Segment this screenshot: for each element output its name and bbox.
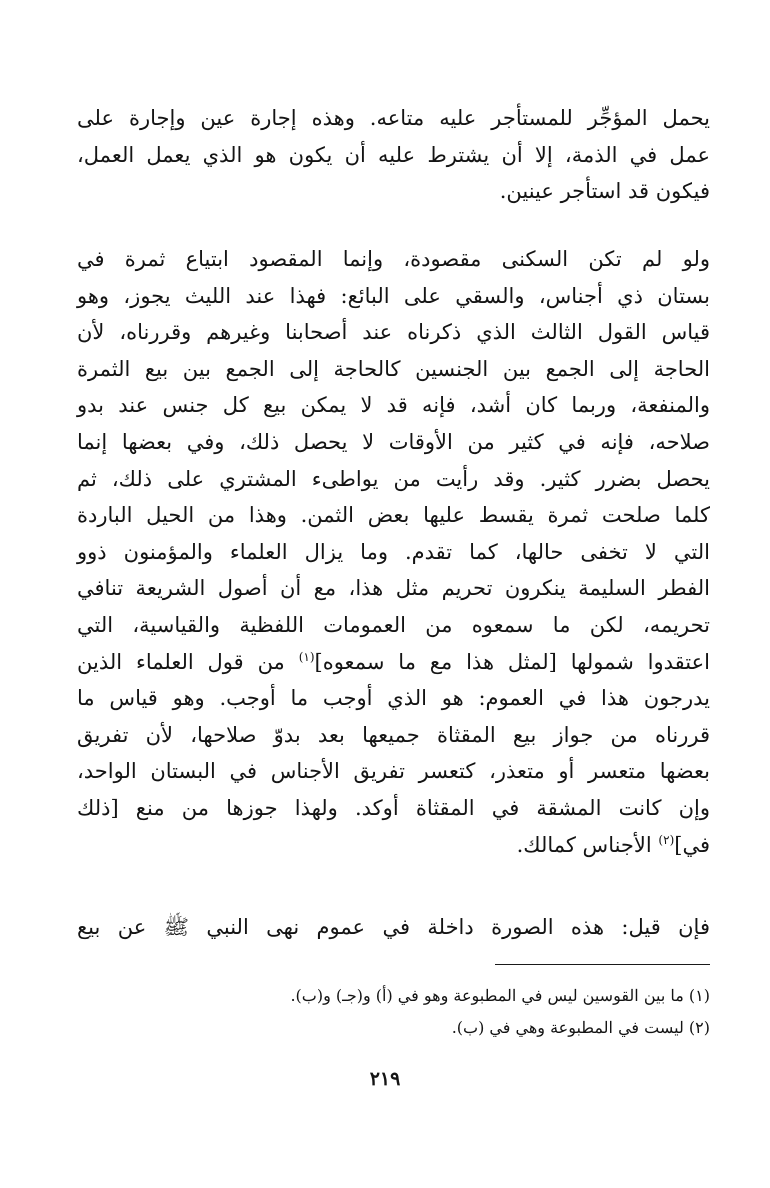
- text-line: بستان ذي أجناس، والسقي على البائع: فهذا عند الليث يجوز، وهو: [77, 283, 710, 308]
- text-line: الفطر السليمة ينكرون تحريم مثل هذا، مع أن أصول الشريعة تنافي: [77, 576, 710, 601]
- text-line: فإن قيل: هذه الصورة داخلة في عموم نهى النبي ﷺ عن بيع: [77, 915, 710, 939]
- text-line: فيكون قد استأجر عينين.: [499, 179, 710, 204]
- footnote-marker-1: (١): [298, 649, 315, 664]
- text-line: التي لا تخفى حالها، كما تقدم. وما يزال العلماء والمؤمنون ذوو: [77, 539, 710, 564]
- text-line: ولو لم تكن السكنى مقصودة، وإنما المقصود ابتياع ثمرة في: [77, 247, 710, 271]
- text-line-with-footnote-2: [77, 827, 710, 864]
- text-segment: الأجناس كمالك.: [516, 832, 652, 857]
- paragraph-3: [77, 909, 710, 946]
- text-line: كلما صلحت ثمرة يقسط عليها بعض الثمن. وهذا من الحيل الباردة: [77, 503, 710, 528]
- text-segment: اعتقدوا شمولها [لمثل هذا مع ما سمعوه]: [314, 649, 710, 674]
- footnote-2: (٢) ليست في المطبوعة وهي في (ب).: [451, 1018, 710, 1037]
- text-line: قررناه من جواز بيع المقثاة جميعها بعد بدوّ صلاحها، لأن تفريق: [77, 722, 710, 747]
- text-line: وإن كانت المشقة في المقثاة أوكد. ولهذا جوزها من منع [ذلك: [77, 795, 710, 820]
- text-segment: من قول العلماء الذين: [77, 649, 285, 674]
- text-line: يحمل المؤجِّر للمستأجر عليه متاعه. وهذه إجارة عين وإجارة على: [77, 106, 710, 130]
- text-line: تحريمه، لكن ما سمعوه من العمومات اللفظية والقياسية، التي: [77, 612, 710, 637]
- text-line: والمنفعة، وربما كان أشد، فإنه قد لا يمكن بيع كل جنس عند بدو: [77, 393, 710, 418]
- text-segment: في]: [674, 832, 710, 857]
- text-line: الحاجة إلى الجمع بين الجنسين كالحاجة إلى الجمع بين بيع الثمرة: [77, 356, 710, 381]
- text-line: بعضها متعسر أو متعذر، كتعسر تفريق الأجناس في البستان الواحد،: [77, 759, 710, 784]
- text-line: عمل في الذمة، إلا أن يشترط عليه أن يكون هو الذي يعمل العمل،: [77, 142, 710, 167]
- text-line: يدرجون هذا في العموم: هو الذي أوجب ما أوجب. وهو قياس ما: [77, 686, 710, 711]
- footnote-marker-2: (٢): [658, 832, 675, 847]
- text-line: قياس القول الثالث الذي ذكرناه عند أصحابنا وغيرهم وقررناه، لأن: [77, 320, 710, 345]
- footnotes: [77, 980, 710, 1044]
- text-line: صلاحه، فإنه في كثير من الأوقات لا يحصل ذلك، وفي بعضها إنما: [77, 429, 710, 454]
- page-number: ٢١٩: [369, 1068, 401, 1090]
- paragraph-1: [77, 100, 710, 210]
- footnote-separator: [495, 964, 710, 965]
- text-line: يحصل بضرر كثير. وقد رأيت من يواطىء المشتري على ذلك، ثم: [77, 466, 710, 491]
- paragraph-2: [77, 241, 710, 863]
- text-line-with-footnote-1: [77, 644, 710, 681]
- footnote-1: (١) ما بين القوسين ليس في المطبوعة وهو في (أ) و(جـ) و(ب).: [290, 986, 710, 1005]
